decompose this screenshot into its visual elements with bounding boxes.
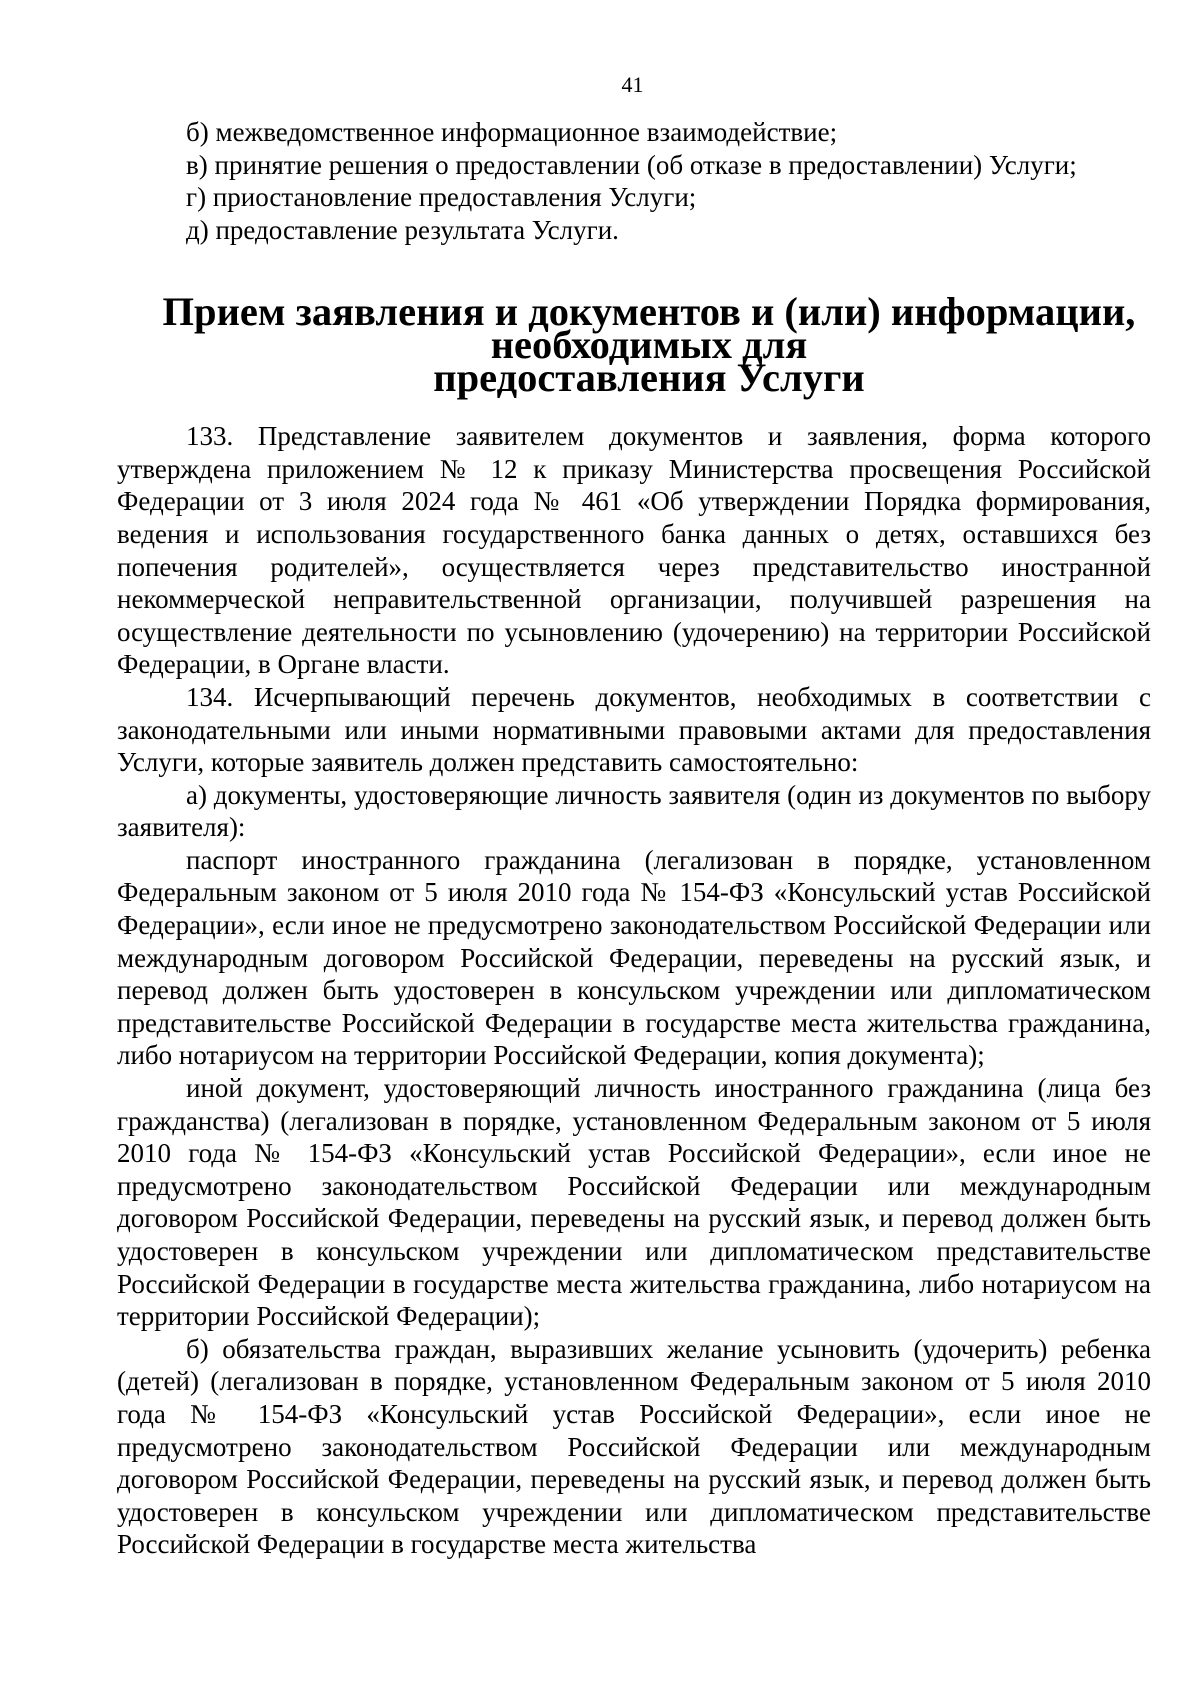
paragraph-other-id: иной документ, удостоверяющий личность иностранного гражданина (лица без гражданства) (легализован в порядке, установленном Федеральным законом от 5 июля 2010 года № 154-ФЗ «Консульский устав Российской Федерации», если иное не предусмотрено законодательством Российской Федерации или международным договором Российской Федерации, переведены на русский язык, и перевод должен быть удостоверен в консульском учреждении или дипломатическом представительстве Российской Федерации в государстве места жительства гражданина, либо нотариусом на территории Российской Федерации); [117, 1073, 1151, 1332]
paragraph-passport: паспорт иностранного гражданина (легализован в порядке, установленном Федеральным законом от 5 июля 2010 года № 154-ФЗ «Консульский устав Российской Федерации», если иное не предусмотрено законодательством Российской Федерации или международным договором Российской Федерации, переведены на русский язык, и перевод должен быть удостоверен в консульском учреждении или дипломатическом представительстве Российской Федерации в государстве места жительства гражданина, либо нотариусом на территории Российской Федерации, копия документа); [117, 844, 1151, 1071]
section-heading [117, 289, 1151, 400]
page-number: 41 [621, 72, 644, 97]
paragraph-134-a: а) документы, удостоверяющие личность заявителя (один из документов по выбору заявителя): [117, 779, 1151, 843]
section-heading-line2: предоставления Услуги [433, 354, 865, 400]
list-item-d: д) предоставление результата Услуги. [186, 214, 619, 245]
paragraph-134: 134. Исчерпывающий перечень документов, необходимых в соответствии с законодательными или иными нормативными правовыми актами для предоставления Услуги, которые заявитель должен представить самостоятельно: [117, 681, 1151, 778]
paragraph-133: 133. Представление заявителем документов и заявления, форма которого утверждена приложением № 12 к приказу Министерства просвещения Российской Федерации от 3 июля 2024 года № 461 «Об утверждении Порядка формирования, ведения и использования государственного банка данных о детях, оставшихся без попечения родителей», осуществляется через представительство иностранной некоммерческой неправительственной организации, получившей разрешения на осуществление деятельности по усыновлению (удочерению) на территории Российской Федерации, в Органе власти. [117, 421, 1151, 680]
list-item-g: г) приостановление предоставления Услуги; [186, 182, 697, 213]
list-item-b: б) межведомственное информационное взаимодействие; [186, 117, 838, 147]
document-body [117, 116, 1151, 1561]
paragraph-134-b: б) обязательства граждан, выразивших желание усыновить (удочерить) ребенка (детей) (легализован в порядке, установленном Федеральным законом от 5 июля 2010 года № 154-ФЗ «Консульский устав Российской Федерации», если иное не предусмотрено законодательством Российской Федерации или международным договором Российской Федерации, переведены на русский язык, и перевод должен быть удостоверен в консульском учреждении или дипломатическом представительстве Российской Федерации в государстве места жительства [117, 1333, 1151, 1560]
list-item-v: в) принятие решения о предоставлении (об отказе в предоставлении) Услуги; [186, 149, 1077, 180]
section-heading-line1: Прием заявления и документов и (или) информации, необходимых для [162, 289, 1136, 367]
